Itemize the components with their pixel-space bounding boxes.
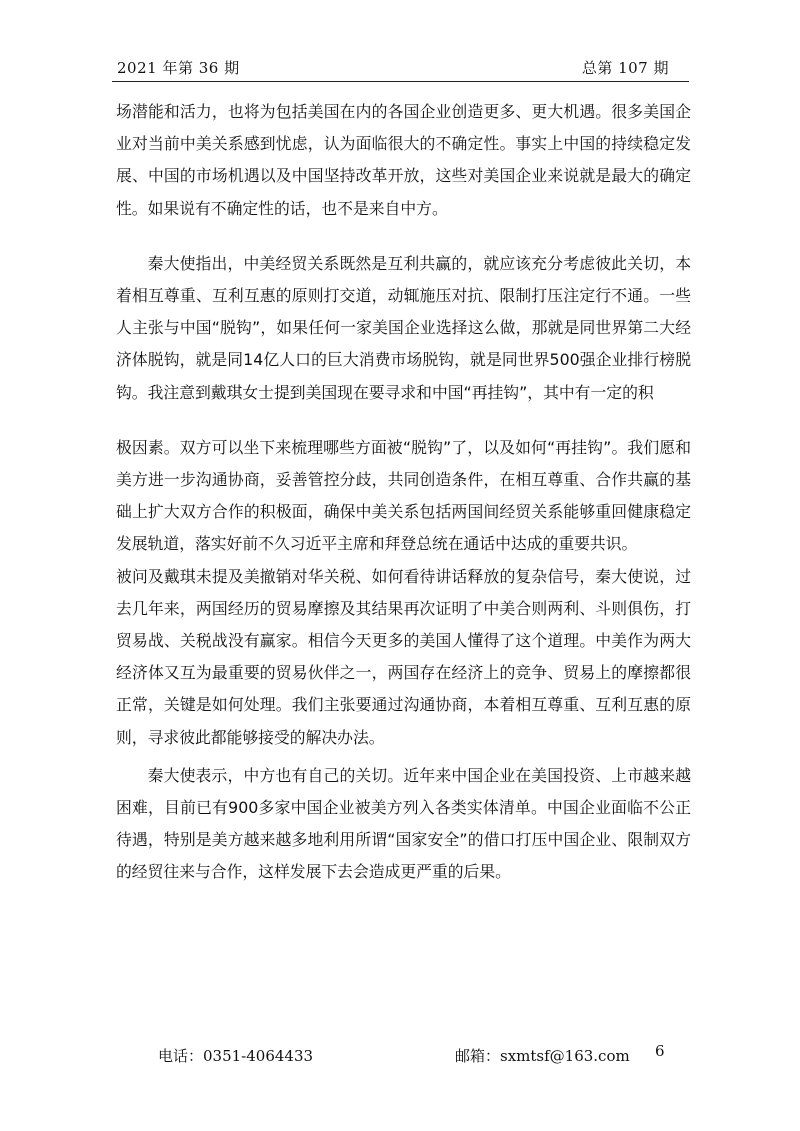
header-total-issue: 总第 107 期	[581, 59, 669, 77]
paragraph-ambassador-decoupling: 秦大使指出，中美经贸关系既然是互利共赢的，就应该充分考虑彼此关切，本着相互尊重、互利互惠的原则打交道，动辄施压对抗、限制打压注定行不通。一些人主张与中国“脱钩”，如果任何一家美国企业选择这么做，那就是同世界第二大经济体脱钩，就是同14亿人口的巨大消费市场脱钩，就是同世界500强企业排行榜脱钩。我注意到戴琪女士提到美国现在要寻求和中国“再挂钩”，其中有一定的积	[116, 253, 691, 402]
header-divider	[112, 81, 689, 82]
paragraph-tariffs: 被问及戴琪未提及美撤销对华关税、如何看待讲话释放的复杂信号，秦大使说，过去几年来，两国经历的贸易摩擦及其结果再次证明了中美合则两利、斗则俱伤，打贸易战、关税战没有赢家。相信今天更多的美国人懂得了这个道理。中美作为两大经济体又互为最重要的贸易伙伴之一，两国存在经济上的竞争、贸易上的摩擦都很正常，关键是如何处理。我们主张要通过沟通协商，本着相互尊重、互利互惠的原则，寻求彼此都能够接受的解决办法。	[116, 566, 691, 747]
paragraph-chinese-concerns: 秦大使表示，中方也有自己的关切。近年来中国企业在美国投资、上市越来越困难，目前已有900多家中国企业被美方列入各类实体清单。中国企业面临不公正待遇，特别是美方越来越多地利用所谓“国家安全”的借口打压中国企业、限制双方的经贸往来与合作，这样发展下去会造成更严重的后果。	[116, 765, 691, 882]
article-body	[116, 96, 691, 889]
footer-phone: 电话：0351-4064433	[158, 1047, 314, 1065]
footer-email: 邮箱：sxmtsf@163.com	[455, 1047, 630, 1065]
header-issue: 2021 年第 36 期	[117, 59, 240, 77]
paragraph-continued: 场潜能和活力，也将为包括美国在内的各国企业创造更多、更大机遇。很多美国企业对当前中美关系感到忧虑，认为面临很大的不确定性。事实上中国的持续稳定发展、中国的市场机遇以及中国坚持改革开放，这些对美国企业来说就是最大的确定性。如果说有不确定性的话，也不是来自中方。	[116, 102, 691, 218]
page-number: 6	[655, 1042, 665, 1060]
paragraph-recoupling: 极因素。双方可以坐下来梳理哪些方面被“脱钩”了，以及如何“再挂钩”。我们愿和美方进一步沟通协商，妥善管控分歧，共同创造条件，在相互尊重、合作共赢的基础上扩大双方合作的积极面，确保中美关系包括两国间经贸关系能够重回健康稳定发展轨道，落实好前不久习近平主席和拜登总统在通话中达成的重要共识。	[116, 437, 691, 554]
